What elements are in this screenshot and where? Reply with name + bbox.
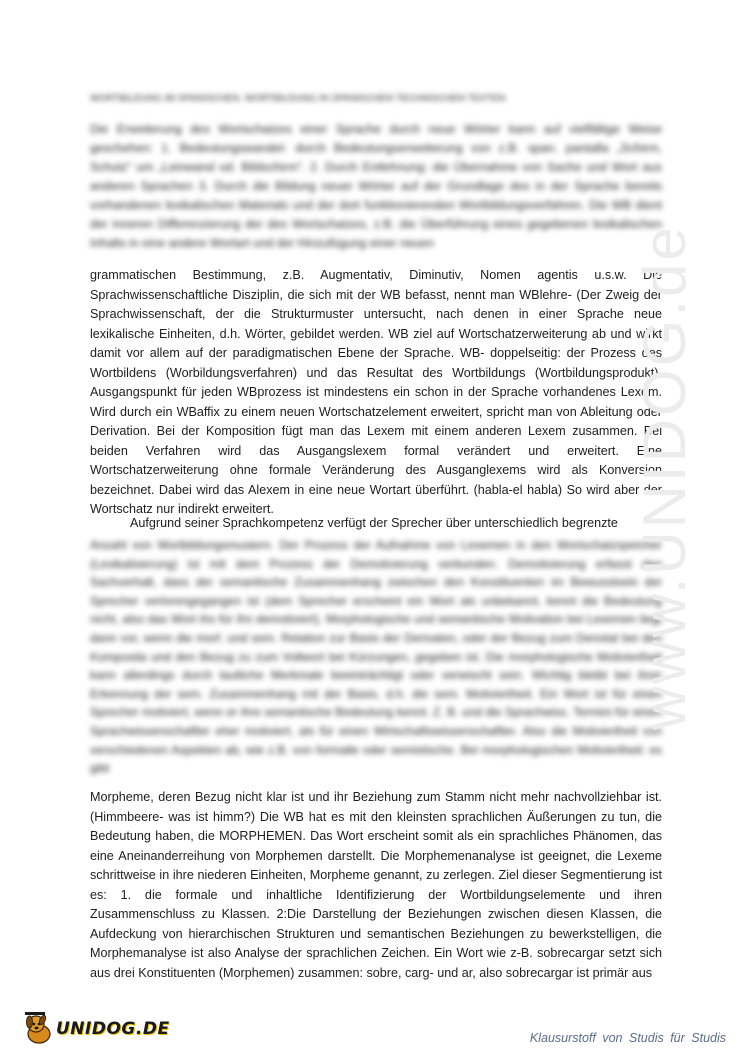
blurred-middle-block	[90, 536, 662, 778]
paragraph-2-start: Aufgrund seiner Sprachkompetenz verfügt der Sprecher über unterschiedlich begrenzte	[130, 516, 618, 530]
unidog-logo	[22, 1012, 170, 1046]
logo-text: UNIDOG.DE	[56, 1019, 170, 1039]
paragraph-1: grammatischen Bestimmung, z.B. Augmentativ, Diminutiv, Nomen agentis u.s.w. Die Sprachwissenschaftliche Disziplin, die sich mit der WB befasst, nennt man WBlehre- (Der Zweig der Sprachwissenschaft, der die Strukturmuster untersucht, nach denen in einer Sprache neue lexikalische Einheiten, d.h. Wörter, gebildet werden. WB ziel auf Wortschatzerweiterung ab und wirkt damit vor allem auf der paradigmatischen Ebene der Sprache. WB- doppelseitig: der Prozess des Wortbildens (Worbildungsverfahren) und das Resultat des Wortbildungs (Wortbildungsprodukt). Ausgangspunkt für jeden WBprozess ist mindestens ein schon in der Sprache vorhandenes Lexem. Wird durch ein WBaffix zu einem neuen Wortschatzelement erweitert, spricht man von Ableitung oder Derivation. Bei der Komposition fügt man das Lexem mit einem anderen Lexem zusammen. Bei beiden Verfahren wird das Ausgangslexem formal verändert und erweitert. Eine Wortschatzerweiterung ohne formale Veränderung des Ausganglexems wird als Konversion bezeichnet. Dabei wird das Alexem in eine neue Wortart überführt. (habla-el habla) So wird aber der Wortschatz nur indirekt erweitert.	[90, 268, 662, 516]
dog-mascot-icon	[22, 1012, 56, 1046]
blurred-intro-text: Die Erweiterung des Wortschatzes einer Sprache durch neue Wörter kann auf vielfältige Weise geschehen: 1. Bedeutungswandel- durch Bedeutungserweiterung von z.B. span. pantalla „Schirm, Schutz“ um „Leinwand od. Bildschirm“. 2. Durch Entlehnung: die Übernahme von Sache und Wort aus anderen Sprachen 3. Durch die Bildung neuer Wörter auf der Grundlage des in der Sprache bereits vorhandenen lexikalischen Materials und der dort funktionierenden Wortbildungsverfahren. Die WB dient der inneren Differenzierung der des Wortschatzes, z.B. die Überführung eines gegebenen lexikalischen Inhalts in eine andere Wortart und der Hinzufügung einer neuen	[90, 122, 662, 250]
document-title: WORTBILDUNG IM SPANISCHEN. WORTBILDUNG IN SPANISCHEN TECHNISCHEN TEXTEN	[90, 93, 506, 104]
blurred-middle-text: Anzahl von Wortbildungsmustern. Der Prozess der Aufnahme von Lexemen in den Wortschatzspeicher (Lexikalisierung) ist mit dem Prozess der Demotivierung verbunden. Demotivierung erfasst den Sachverhalt, dass der semantische Zusammenhang zwischen den Konstituenten im Bewusstsein der Sprecher verlorengegangen ist (dem Sprecher erscheint ein Wort als unbekannt, kennt die Bedeutung nicht, also das Wort ihs für ihn demotiviert). Morphologische und semantische Motivation bei Lexemen liegt dann vor, wenn die morf. und sem. Relation zur Basis der Derivaten, oder der Bezug zum Denotat bei den Komposita und den Bezug zu zum Vollwort bei Kürzungen, gegeben ist. Die morphologische Motiviertheit kann allerdings durch lautliche Merkmale beeinträchtigt oder verwischt sein. Wichtig bleibt bei ihrer Erkennung der sem. Zusammenhang mit der Basis, d.h. die sem. Motiviertheit. Ein Wort ist für einen Sprecher motiviert, wenn er ihre semantische Bedeutung kennt. Z. B. und die Sprachwiss. Termini für einen Sprachwissenschaftler eher motiviert, als für einen Wirtschaftswissenschaftler. Also die Motiviertheit von verschiedenen Aspekten ab, wie z.B. von formalle oder semistische. Bei morphologischen Motiviertheit: es gibt	[90, 538, 662, 776]
watermark-text: www.UNIDOG.de	[631, 224, 698, 730]
blurred-intro-block	[90, 120, 662, 253]
paragraph-1-block	[90, 266, 662, 520]
footer-tagline: Klausurstoff von Studis für Studis	[529, 1031, 726, 1045]
paragraph-3-block	[90, 788, 662, 983]
paragraph-2-start-block	[90, 514, 662, 534]
paragraph-3: Morpheme, deren Bezug nicht klar ist und ihr Beziehung zum Stamm nicht mehr nachvollziehbar ist. (Himmbeere- was ist himm?) Die WB hat es mit den kleinsten sprachlichen Äußerungen zu tun, die Bedeutung haben, die MORPHEMEN. Das Wort erscheint somit als ein sprachliches Phänomen, das eine Aneinanderreihung von Morphemen darstellt. Die Morphemenanalyse ist geeignet, die Lexeme schrittweise in ihre niederen Einheiten, Morpheme genannt, zu zerlegen. Ziel dieser Segmentierung ist es: 1. die formale und inhaltliche Identifizierung der Wortbildungselemente und ihren Zusammenschluss zu Klassen. 2:Die Darstellung der Beziehungen zwischen diesen Klassen, die Aufdeckung von hierarchischen Strukturen und semantischen Beziehungen zu bewerkstelligen, die Morphemanalyse ist also Analyse der sprachlichen Zeichen. Ein Wort wie z-B. sobrecargar setzt sich aus drei Konstituenten (Morphemen) zusammen: sobre, carg- und ar, also sobrecargar ist primär aus	[90, 790, 662, 980]
